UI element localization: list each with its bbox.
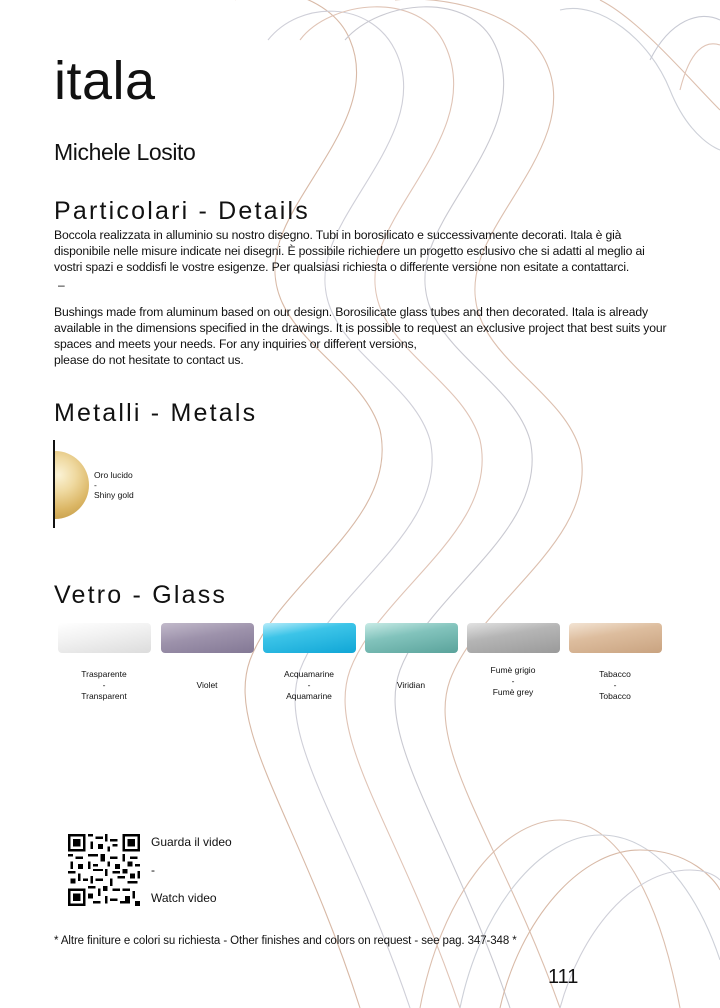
metal-label-en: Shiny gold	[94, 490, 134, 500]
glass-label-en: Transparent	[81, 690, 127, 701]
page-number: 111	[548, 966, 579, 988]
details-text-english-closing: please do not hesitate to contact us.	[54, 353, 244, 367]
glass-label-it: Trasparente	[81, 668, 127, 679]
glass-label-tobacco	[565, 660, 665, 710]
glass-label-en: Fumè grey	[492, 686, 534, 697]
glass-label-viridian	[361, 660, 461, 710]
metal-label-shiny-gold	[94, 470, 134, 500]
wave-line-4	[345, 7, 532, 1008]
glass-label-it: Violet	[196, 679, 218, 690]
glass-swatch-tobacco	[569, 623, 662, 653]
wave-line-2	[268, 11, 432, 1008]
glass-label-transparent	[54, 660, 154, 710]
metal-label-it: Oro lucido	[94, 470, 133, 480]
metal-label-sep: -	[94, 480, 97, 490]
glass-swatch-violet	[161, 623, 254, 653]
wave-line-6	[560, 8, 720, 150]
wave-line-9	[680, 44, 720, 90]
glass-label-sep: -	[307, 679, 311, 690]
glass-label-it: Tabacco	[599, 668, 631, 679]
glass-label-fume-grey	[463, 658, 563, 704]
wave-line-11	[460, 835, 720, 1008]
glass-label-en: Tobacco	[599, 690, 631, 701]
glass-swatch-aquamarine	[263, 623, 356, 653]
details-heading: Particolari - Details	[54, 197, 310, 225]
glass-label-it: Acquamarine	[283, 668, 335, 679]
video-link[interactable]	[151, 835, 232, 919]
video-link-sep: -	[151, 863, 155, 877]
glass-label-sep: -	[102, 679, 106, 690]
details-text-english-main: Bushings made from aluminum based on our design. Borosilicate glass tubes and then decorated. Itala is already available in the dimensions specified in the drawings. It is possible to request an exclusive project that best suits your spaces and meets your needs. For any inquiries or different versions,	[54, 305, 667, 351]
details-text-italian: Boccola realizzata in alluminio su nostro disegno. Tubi in borosilicato e successivamente decorati. Itala è già disponibile nelle misure indicate nei disegni. È possibile richiedere un progetto esclusivo che si adatti al meglio ai vostri spazi e soddisfi le vostre esigenze. Per qualsiasi richiesta o differente versione non esitate a contattarci.	[54, 228, 645, 274]
wave-line-1	[235, 0, 382, 1008]
glass-label-violet	[157, 660, 257, 710]
designer-name: Michele Losito	[54, 139, 196, 165]
metal-swatch-shiny-gold	[55, 451, 91, 519]
video-link-it[interactable]: Guarda il video	[151, 835, 232, 849]
glass-label-sep: -	[613, 679, 617, 690]
glass-swatch-viridian	[365, 623, 458, 653]
wave-line-3	[300, 7, 482, 1008]
language-separator: –	[58, 278, 65, 292]
qr-code-icon[interactable]	[68, 834, 140, 906]
glass-label-it: Fumè grigio	[490, 664, 536, 675]
wave-line-8	[650, 16, 720, 60]
glass-label-aquamarine	[259, 660, 359, 710]
wave-line-13	[560, 870, 720, 1008]
glass-label-en: Aquamarine	[286, 690, 332, 701]
footnote: * Altre finiture e colori su richiesta - Other finishes and colors on request - see pag. 347-348 *	[54, 935, 517, 947]
glass-swatch-transparent	[58, 623, 151, 653]
product-name: itala	[54, 51, 156, 111]
wave-line-12	[500, 850, 720, 1008]
metals-heading: Metalli - Metals	[54, 399, 258, 427]
glass-heading: Vetro - Glass	[54, 581, 228, 609]
glass-label-it: Viridian	[396, 679, 426, 690]
glass-swatch-fume-grey	[467, 623, 560, 653]
video-link-en[interactable]: Watch video	[151, 891, 217, 905]
details-text-english	[54, 304, 674, 368]
glass-label-sep: -	[511, 675, 515, 686]
